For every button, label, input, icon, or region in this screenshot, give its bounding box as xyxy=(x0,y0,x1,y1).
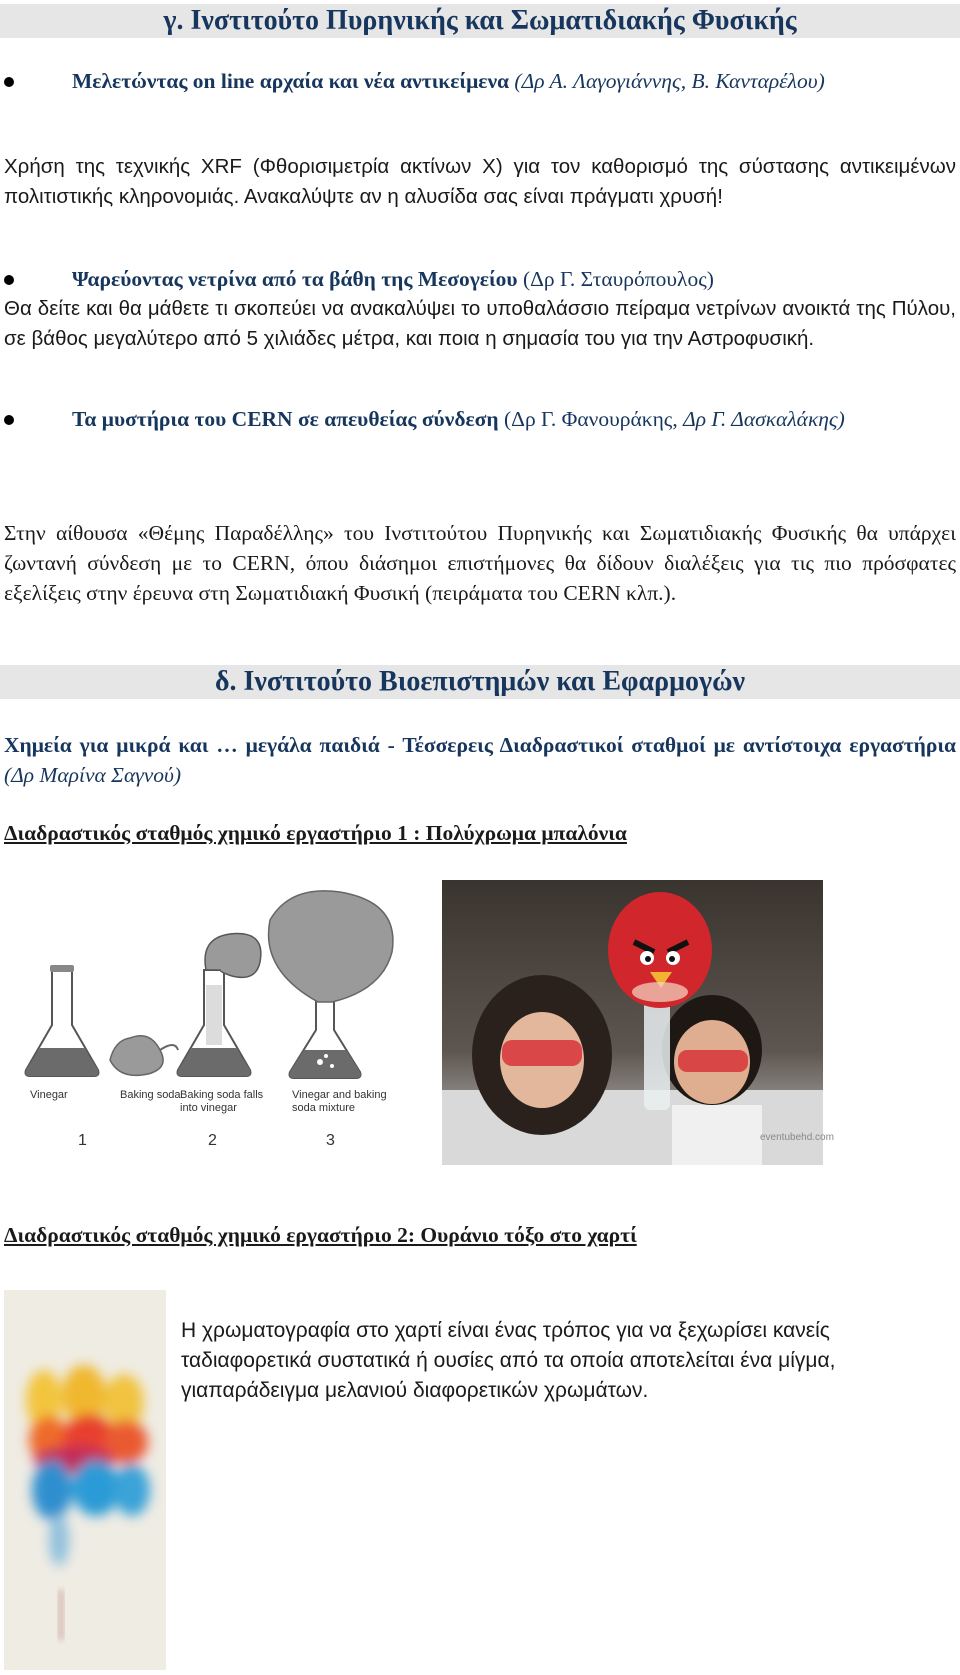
label-vinegar: Vinegar xyxy=(30,1089,68,1101)
item1-authors: (Δρ Α. Λαγογιάννης, Β. Κανταρέλου) xyxy=(514,69,825,93)
label-falls-a: Baking soda falls xyxy=(180,1089,264,1101)
section-g-header: γ. Ινστιτούτο Πυρηνικής και Σωματιδιακής Φυσικής xyxy=(0,4,960,38)
item2-authors: (Δρ Γ. Σταυρόπουλος) xyxy=(522,267,714,291)
item3-heading xyxy=(4,404,956,434)
item1-heading xyxy=(4,66,956,96)
label-baking-soda: Baking soda xyxy=(120,1089,181,1101)
label-mixture-a: Vinegar and baking xyxy=(292,1089,387,1101)
item1-text: Χρήση της τεχνικής XRF (Φθορισιμετρία ακτίνων Χ) για τον καθορισμό της σύστασης αντικειμένων πολιτιστικής κληρονομιάς. Ανακαλύψτε αν η αλυσίδα σας είναι πράγματι χρυσή! xyxy=(4,155,956,208)
intro-author: (Δρ Μαρίνα Σαγνού) xyxy=(4,763,182,787)
baking-soda-icon xyxy=(110,1036,163,1076)
intro-title: Χημεία για μικρά και … μεγάλα παιδιά - Τέσσερεις Διαδραστικοί σταθμοί με αντίστοιχα εργαστήρια xyxy=(4,733,956,757)
flask-pouring-icon xyxy=(178,934,261,1076)
balloon-experiment-diagram xyxy=(20,890,420,1155)
item1-title: Μελετώντας on line αρχαία και νέα αντικείμενα xyxy=(72,69,510,93)
item3-text: Στην αίθουσα «Θέμης Παραδέλλης» του Ινστιτούτου Πυρηνικής και Σωματιδιακής Φυσικής θα υπάρχει ζωντανή σύνδεση με το CERN, όπου διάσημοι επιστήμονες θα δίδουν διαλέξεις για τις πιο πρόσφατες εξελίξεις στην έρευνα στη Σωματιδιακή Φυσική (πειράματα του CERN κλπ.). xyxy=(4,521,956,605)
station2-heading: Διαδραστικός σταθμός χημικό εργαστήριο 2: Ουράνιο τόξο στο χαρτί xyxy=(4,1223,637,1247)
station1-heading: Διαδραστικός σταθμός χημικό εργαστήριο 1 : Πολύχρωμα μπαλόνια xyxy=(4,821,627,845)
flask-inflated-icon xyxy=(269,891,393,1078)
angry-bird-balloon-icon xyxy=(608,892,712,1008)
step-3: 3 xyxy=(326,1132,335,1149)
bullet-icon xyxy=(4,275,14,285)
bullet-icon xyxy=(4,77,14,87)
item2-title: Ψαρεύοντας νετρίνα από τα βάθη της Μεσογείου xyxy=(72,267,518,291)
section-d-header: δ. Ινστιτούτο Βιοεπιστημών και Εφαρμογών xyxy=(0,665,960,699)
chromatography-strip-image xyxy=(4,1290,166,1670)
item2-heading xyxy=(4,264,956,294)
flask-vinegar-icon xyxy=(26,965,99,1076)
section-d-intro xyxy=(4,730,956,790)
item2-text: Θα δείτε και θα μάθετε τι σκοπεύει να ανακαλύψει το υποθαλάσσιο πείραμα νετρίνων ανοικτά της Πύλου, σε βάθος μεγαλύτερο από 5 χιλιάδες μέτρα, και ποια η σημασία του για την Αστροφυσική. xyxy=(4,297,956,350)
step-1: 1 xyxy=(78,1132,87,1149)
label-falls-b: into vinegar xyxy=(180,1102,237,1114)
chromatography-description: Η χρωματογραφία στο χαρτί είναι ένας τρόπος για να ξεχωρίσει κανείς ταδιαφορετικά συστατικά ή ουσίες από τα οποία αποτελείται ένα μίγμα, γιαπαράδειγμα μελανιού διαφορετικών χρωμάτων. xyxy=(181,1319,836,1402)
bullet-icon xyxy=(4,415,14,425)
item3-title: Τα μυστήρια του CERN σε απευθείας σύνδεση xyxy=(72,407,499,431)
photo-watermark: eventubehd.com xyxy=(760,1132,834,1143)
item3-authors-a: (Δρ Γ. Φανουράκης, xyxy=(503,407,678,431)
step-2: 2 xyxy=(208,1132,217,1149)
label-mixture-b: soda mixture xyxy=(292,1102,355,1114)
item3-authors-b: Δρ Γ. Δασκαλάκης) xyxy=(683,407,845,431)
children-balloon-photo xyxy=(442,880,834,1165)
